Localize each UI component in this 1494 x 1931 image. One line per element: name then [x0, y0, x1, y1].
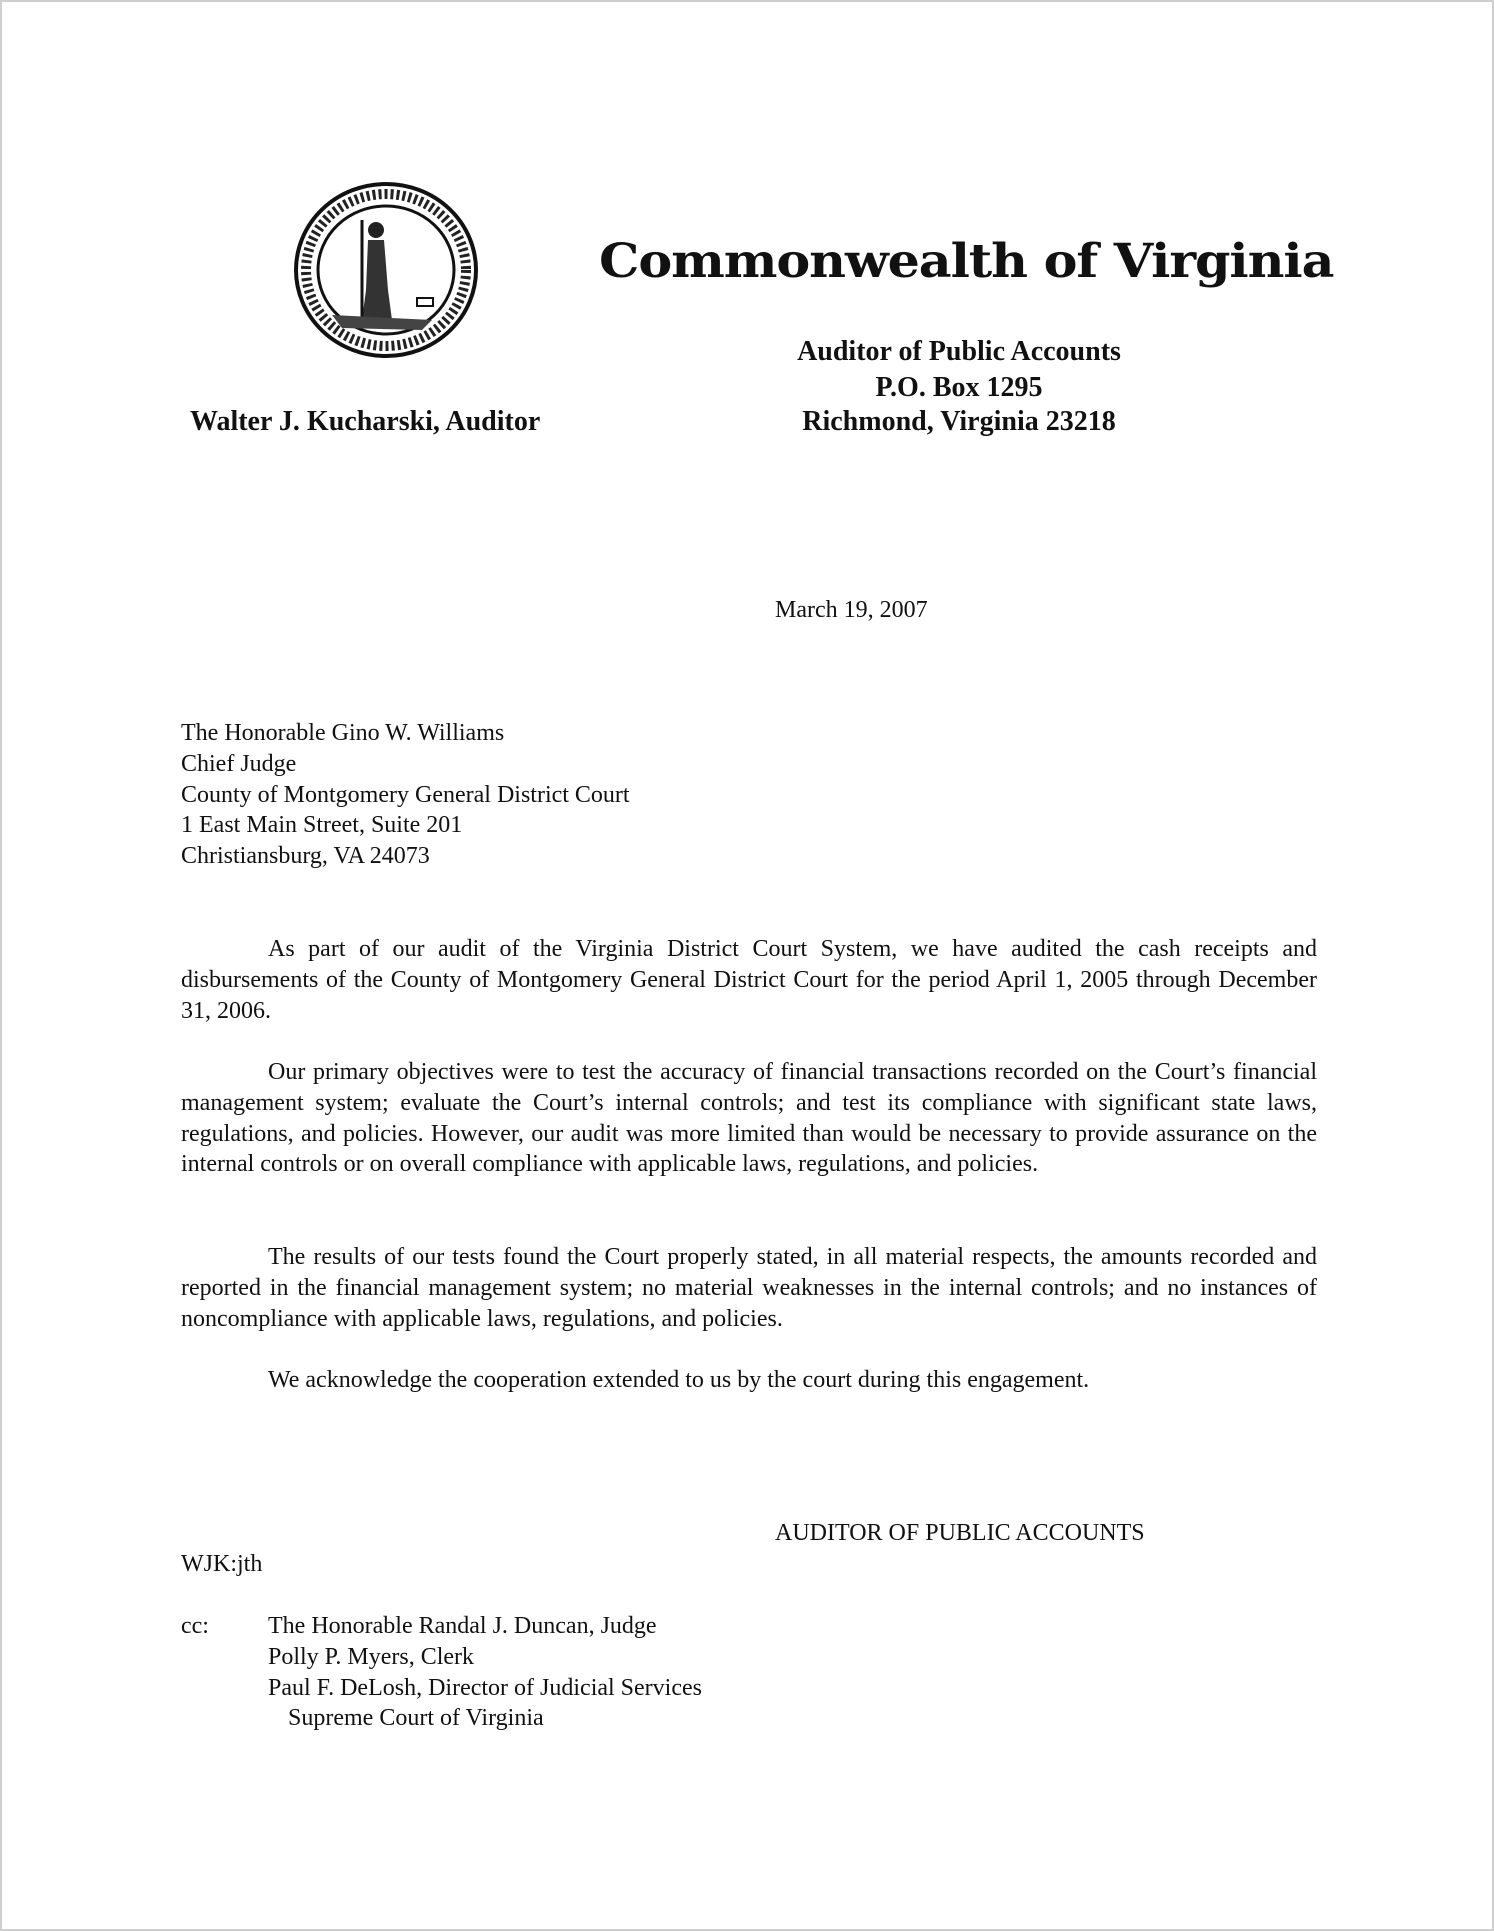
cc-item: Supreme Court of Virginia	[288, 1705, 544, 1732]
signature-block: AUDITOR OF PUBLIC ACCOUNTS	[775, 1520, 1145, 1546]
paragraph: Our primary objectives were to test the accuracy of financial transactions recorded on the Court’s financial management system; evaluate the Court’s internal controls; and test its compliance with significant state laws, regulations, and policies. However, our audit was more limited than would be necessary to provide assurance on the internal controls or on overall compliance with applicable laws, regulations, and policies.	[181, 1059, 1317, 1178]
office-name: Auditor of Public Accounts	[797, 336, 1121, 367]
paragraph: We acknowledge the cooperation extended to us by the court during this engagement.	[268, 1367, 1090, 1393]
recipient-line: 1 East Main Street, Suite 201	[181, 812, 463, 839]
virginia-seal-icon	[292, 180, 480, 360]
recipient-address	[181, 718, 630, 872]
cc-item: Polly P. Myers, Clerk	[268, 1643, 475, 1670]
cc-list	[268, 1611, 702, 1734]
initials: WJK:jth	[181, 1551, 263, 1577]
letterhead-title: Commonwealth of Virginia	[599, 234, 1334, 289]
recipient-line: The Honorable Gino W. Williams	[181, 720, 505, 746]
po-box: P.O. Box 1295	[875, 372, 1043, 403]
recipient-line: County of Montgomery General District Court	[181, 781, 630, 808]
recipient-line: Christiansburg, VA 24073	[181, 843, 430, 870]
recipient-line: Chief Judge	[181, 750, 297, 777]
auditor-name: Walter J. Kucharski, Auditor	[190, 406, 541, 437]
cc-item: The Honorable Randal J. Duncan, Judge	[268, 1613, 657, 1639]
city-address: Richmond, Virginia 23218	[802, 406, 1116, 437]
letter-date: March 19, 2007	[775, 597, 928, 623]
paragraph: As part of our audit of the Virginia District Court System, we have audited the cash receipts and disbursements of the County of Montgomery General District Court for the period April 1, 2005 through December 31, 2006.	[181, 936, 1317, 1024]
paragraph: The results of our tests found the Court properly stated, in all material respects, the amounts recorded and reported in the financial management system; no material weaknesses in the internal controls; and no instances of noncompliance with applicable laws, regulations, and policies.	[181, 1244, 1317, 1332]
cc-item: Paul F. DeLosh, Director of Judicial Services	[268, 1674, 702, 1701]
cc-label: cc:	[181, 1613, 209, 1639]
